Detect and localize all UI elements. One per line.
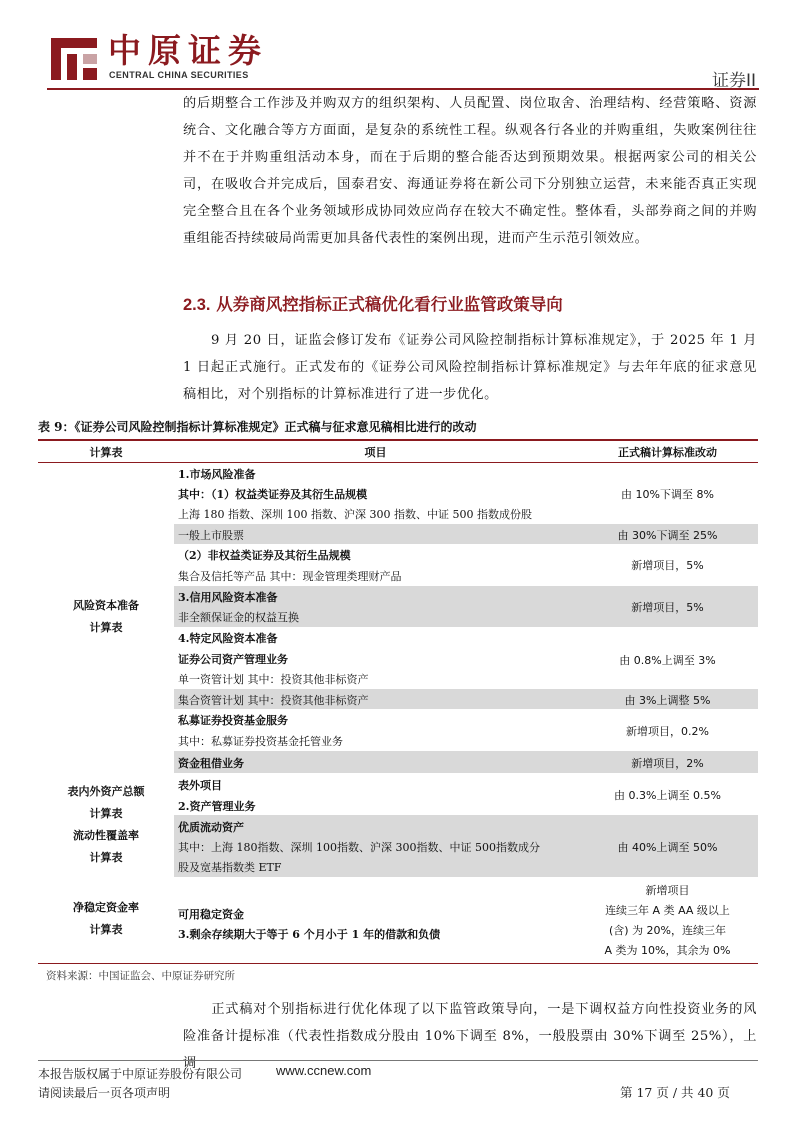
page-number: 第 17 页 / 共 40 页 bbox=[620, 1085, 730, 1100]
row-value: 新增项目，5% bbox=[631, 559, 704, 572]
table-row bbox=[174, 544, 758, 586]
paragraph-merger-text: 的后期整合工作涉及并购双方的组织架构、人员配置、岗位取舍、治理结构、经营策略、资源统合、文化融合等方方面面，是复杂的系统性工程。纵观各行各业的并购重组，失败案例往往并不在于并购重组活动本身，而在于后期的整合能否达到预期效果。根据两家公司的相关公司，在吸收合并完成后，国泰君安、海通证券将在新公司下分别独立运营，未来能否真正实现完全整合且在各个业务领域形成协同效应尚存在较大不确定性。整体看，头部券商之间的并购重组能否持续破局尚需更加具备代表性的案例出现，进而产生示范引领效应。 bbox=[183, 96, 757, 246]
table-row bbox=[174, 877, 758, 963]
category-liquidity-l2: 计算表 bbox=[89, 851, 123, 864]
category-liquidity bbox=[38, 825, 174, 869]
category-liquidity-l1: 流动性覆盖率 bbox=[73, 829, 139, 842]
footer-disclaimer: 请阅读最后一页各项声明 bbox=[38, 1086, 171, 1100]
category-risk-capital-l1: 风险资本准备 bbox=[73, 599, 139, 612]
row-value-multiline bbox=[577, 881, 758, 961]
section-heading bbox=[183, 291, 563, 315]
col-header-sheet: 计算表 bbox=[89, 446, 123, 459]
row-item: 可用稳定资金 bbox=[178, 908, 244, 921]
paragraph-csrc-text: 9 月 20 日，证监会修订发布《证券公司风险控制指标计算标准规定》，于 2025 年 1 月 1 日起正式施行。正式发布的《证券公司风险控制指标计算标准规定》与去年年底的征求意见稿相比，对个别指标的计算标准进行了进一步优化。 bbox=[183, 333, 757, 402]
category-net-stable bbox=[38, 897, 174, 941]
col-header-change: 正式稿计算标准改动 bbox=[618, 446, 717, 459]
paragraph-policy bbox=[183, 996, 757, 1077]
row-item: 1.市场风险准备 bbox=[178, 468, 256, 481]
table-caption: 表 9：《证券公司风险控制指标计算标准规定》正式稿与征求意见稿相比进行的改动 bbox=[38, 420, 477, 434]
row-item: 一般上市股票 bbox=[178, 529, 244, 542]
row-item: 非全额保证金的权益互换 bbox=[178, 611, 299, 624]
row-item: 资金租借业务 bbox=[178, 757, 244, 770]
paragraph-merger bbox=[183, 90, 757, 252]
table-row bbox=[174, 524, 758, 544]
table-header-row bbox=[38, 440, 758, 463]
row-value: 新增项目，5% bbox=[631, 601, 704, 614]
row-item: 单一资管计划 其中：投资其他非标资产 bbox=[178, 673, 369, 686]
row-item: 2.资产管理业务 bbox=[178, 800, 256, 813]
row-item: 3.信用风险资本准备 bbox=[178, 591, 278, 604]
row-item: 其中：上海 180指数、深圳 100指数、沪深 300指数、中证 500指数成分 bbox=[178, 841, 540, 854]
paragraph-policy-text: 正式稿对个别指标进行优化体现了以下监管政策导向，一是下调权益方向性投资业务的风险准备计提标准（代表性指数成分股由 10%下调至 8%，一般股票由 30%下调至 25%），上调 bbox=[183, 1002, 757, 1071]
row-value: 由 10%下调至 8% bbox=[621, 488, 714, 501]
table-row bbox=[174, 709, 758, 751]
category-onoff-balance-l2: 计算表 bbox=[89, 807, 123, 820]
table-source: 资料来源：中国证监会、中原证券研究所 bbox=[46, 970, 235, 982]
table-row bbox=[174, 689, 758, 709]
row-value: 由 3%上调整 5% bbox=[624, 694, 711, 707]
row-item: 3.剩余存续期大于等于 6 个月小于 1 年的借款和负债 bbox=[178, 928, 441, 941]
table-row bbox=[174, 627, 758, 689]
row-value-line: (含) 为 20%，连续三年 bbox=[608, 924, 727, 937]
row-item: 上海 180 指数、深圳 100 指数、沪深 300 指数、中证 500 指数成份股 bbox=[178, 508, 532, 521]
row-item: （2）非权益类证券及其衍生品规模 bbox=[178, 549, 351, 562]
section-heading-number: 2.3. bbox=[183, 296, 211, 314]
footer-website-link[interactable]: www.ccnew.com bbox=[276, 1063, 372, 1078]
row-item: 证券公司资产管理业务 bbox=[178, 653, 288, 666]
row-value-line: A 类为 10%，其余为 0% bbox=[604, 944, 731, 957]
row-item: 优质流动资产 bbox=[178, 821, 244, 834]
company-logo-icon bbox=[47, 34, 101, 84]
category-onoff-balance bbox=[38, 781, 174, 825]
row-item: 集合资管计划 其中：投资其他非标资产 bbox=[178, 694, 369, 707]
category-net-stable-l1: 净稳定资金率 bbox=[73, 901, 139, 914]
row-value: 新增项目，2% bbox=[631, 757, 704, 770]
table-row bbox=[174, 815, 758, 877]
row-item: 私募证券投资基金服务 bbox=[178, 714, 288, 727]
row-value: 由 0.3%上调至 0.5% bbox=[614, 789, 721, 802]
table-row bbox=[174, 773, 758, 815]
table-row bbox=[174, 751, 758, 773]
category-net-stable-l2: 计算表 bbox=[89, 923, 123, 936]
category-risk-capital bbox=[38, 595, 174, 639]
row-item: 其中：私募证券投资基金托管业务 bbox=[178, 735, 343, 748]
row-item: 股及宽基指数类 ETF bbox=[178, 861, 282, 874]
row-item: 集合及信托等产品 其中：现金管理类理财产品 bbox=[178, 570, 402, 583]
section-label: 证券II bbox=[711, 71, 756, 91]
row-value: 由 40%上调至 50% bbox=[617, 841, 718, 854]
row-value-line: 新增项目 bbox=[645, 884, 690, 897]
table-bottom-rule bbox=[38, 963, 758, 964]
category-risk-capital-l2: 计算表 bbox=[89, 621, 123, 634]
paragraph-csrc bbox=[183, 327, 757, 408]
col-header-item: 项目 bbox=[364, 446, 387, 459]
section-heading-text: 从券商风控指标正式稿优化看行业监管政策导向 bbox=[216, 295, 563, 314]
table-row bbox=[174, 586, 758, 627]
footer-divider bbox=[38, 1060, 758, 1061]
table-row bbox=[174, 463, 758, 524]
row-value: 新增项目，0.2% bbox=[626, 725, 709, 738]
row-value: 由 0.8%上调至 3% bbox=[619, 654, 716, 667]
brand-name-en: CENTRAL CHINA SECURITIES bbox=[109, 70, 249, 80]
row-item: 4.特定风险资本准备 bbox=[178, 632, 278, 645]
row-item: 其中：（1）权益类证券及其衍生品规模 bbox=[178, 488, 368, 501]
category-onoff-balance-l1: 表内外资产总额 bbox=[67, 785, 145, 798]
row-item: 表外项目 bbox=[178, 779, 222, 792]
page-header bbox=[0, 0, 794, 92]
row-value: 由 30%下调至 25% bbox=[617, 529, 718, 542]
footer-copyright: 本报告版权属于中原证券股份有限公司 bbox=[38, 1067, 243, 1081]
brand-name-cn: 中原证券 bbox=[108, 31, 268, 70]
row-value-line: 连续三年 A 类 AA 级以上 bbox=[605, 904, 730, 917]
